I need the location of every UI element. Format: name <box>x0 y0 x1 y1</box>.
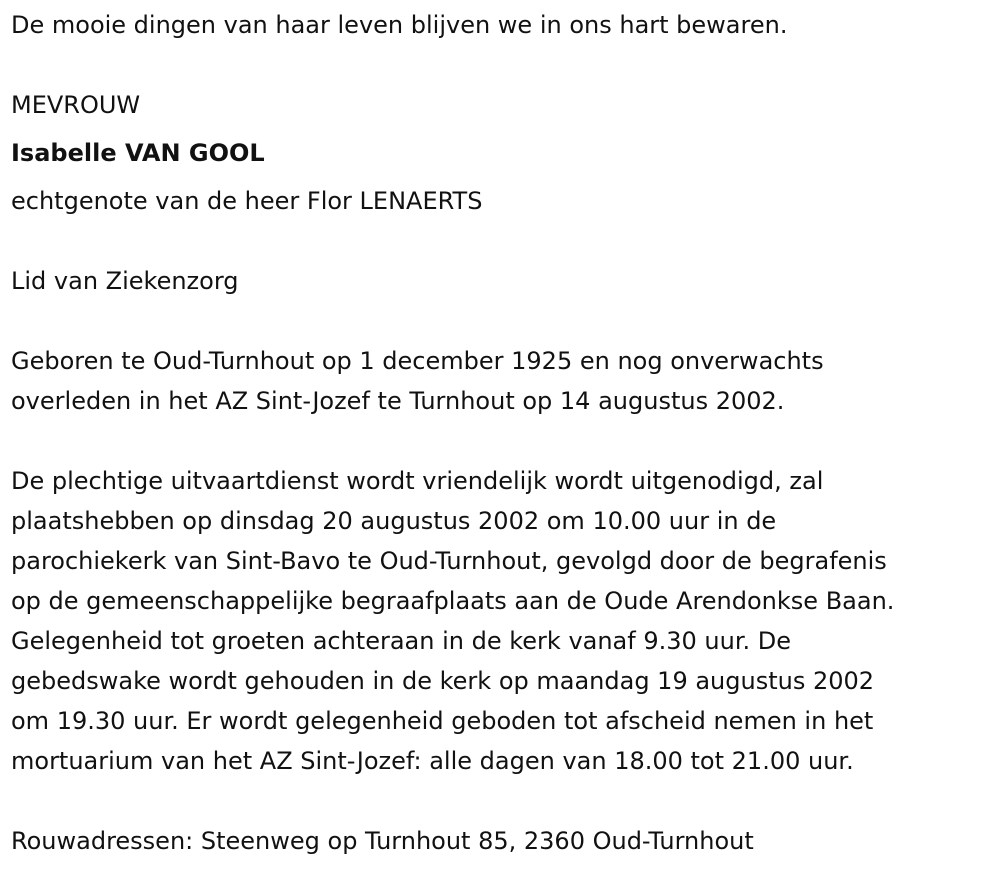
service-line-2: plaatshebben op dinsdag 20 augustus 2002 om 10.00 uur in de <box>11 507 777 535</box>
service-line-5: Gelegenheid tot groeten achteraan in de kerk vanaf 9.30 uur. De <box>11 627 791 655</box>
service-line-7: om 19.30 uur. Er wordt gelegenheid geboden tot afscheid nemen in het <box>11 707 874 735</box>
honorific-title: MEVROUW <box>11 91 141 119</box>
service-line-1: De plechtige uitvaartdienst wordt vriendelijk wordt uitgenodigd, zal <box>11 467 824 495</box>
membership-line: Lid van Ziekenzorg <box>11 267 239 295</box>
birth-death-line-2: overleden in het AZ Sint-Jozef te Turnhout op 14 augustus 2002. <box>11 387 785 415</box>
service-line-4: op de gemeenschappelijke begraafplaats aan de Oude Arendonkse Baan. <box>11 587 895 615</box>
birth-death-line-1: Geboren te Oud-Turnhout op 1 december 1925 en nog onverwachts <box>11 347 824 375</box>
service-line-3: parochiekerk van Sint-Bavo te Oud-Turnhout, gevolgd door de begrafenis <box>11 547 887 575</box>
spouse-line: echtgenote van de heer Flor LENAERTS <box>11 187 483 215</box>
opening-quote: De mooie dingen van haar leven blijven we in ons hart bewaren. <box>11 11 788 39</box>
service-line-8: mortuarium van het AZ Sint-Jozef: alle dagen van 18.00 tot 21.00 uur. <box>11 747 854 775</box>
service-line-6: gebedswake wordt gehouden in de kerk op maandag 19 augustus 2002 <box>11 667 875 695</box>
condolence-address: Rouwadressen: Steenweg op Turnhout 85, 2360 Oud-Turnhout <box>11 827 754 855</box>
deceased-name: Isabelle VAN GOOL <box>11 139 265 167</box>
